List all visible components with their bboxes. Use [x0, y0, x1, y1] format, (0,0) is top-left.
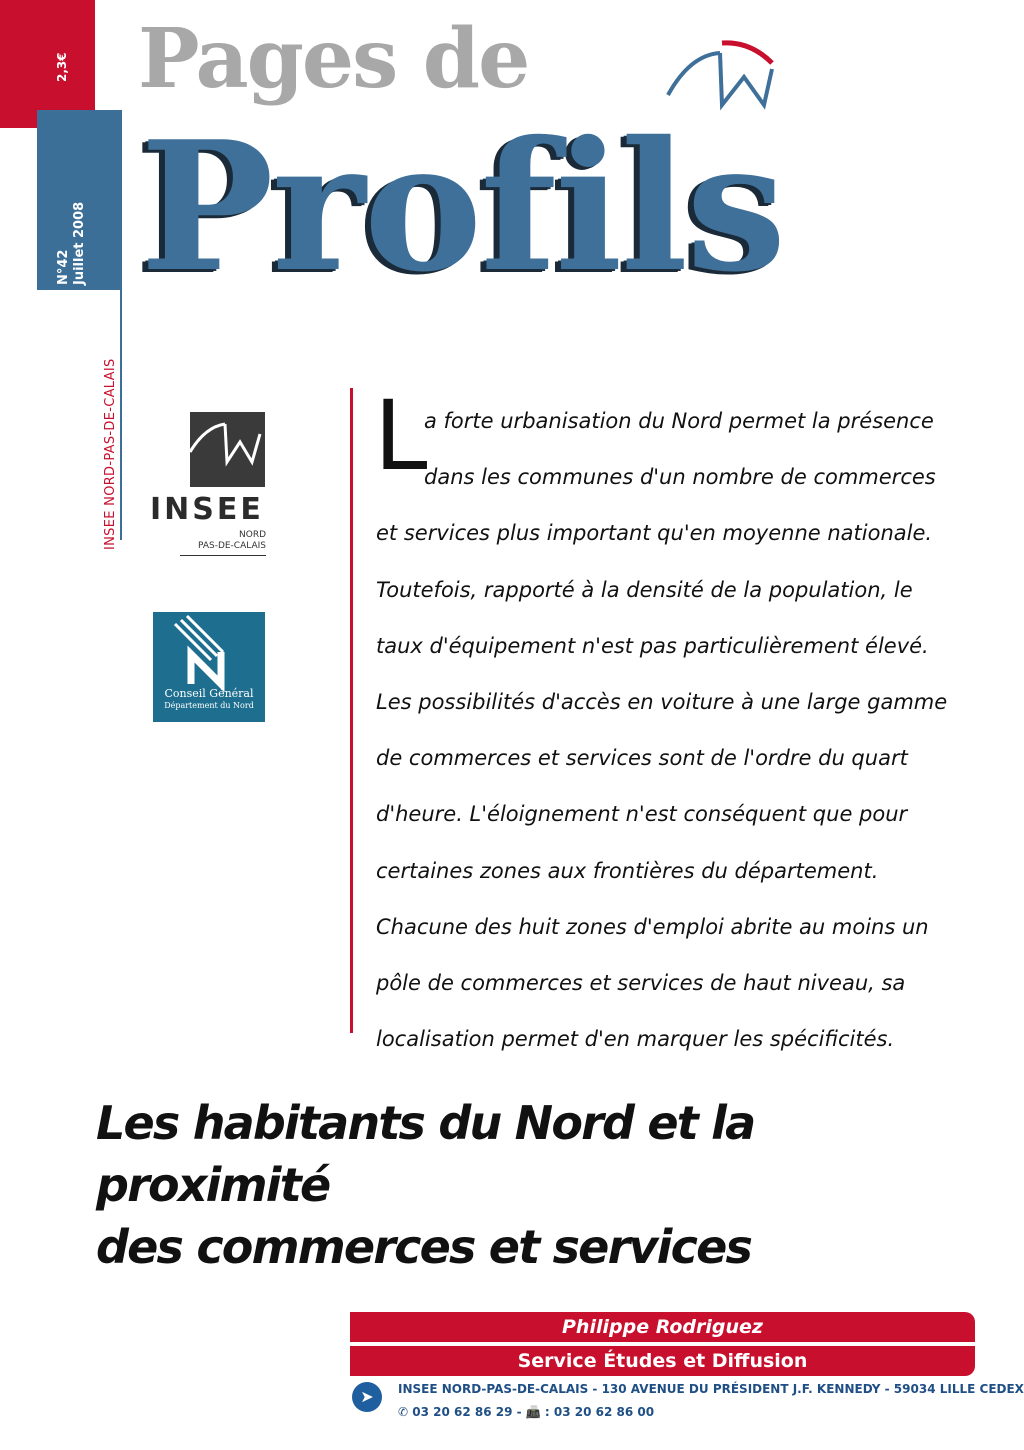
insee-logo-square — [190, 412, 265, 487]
insee-swoosh-icon — [660, 35, 780, 115]
dropcap: L — [374, 380, 428, 492]
intro-line: de commerces et services sont de l'ordre du quart — [376, 746, 908, 771]
conseil-general-label — [153, 688, 265, 712]
intro-line: Toutefois, rapporté à la densité de la population, le — [376, 577, 913, 602]
service-bar: Service Études et Diffusion — [350, 1346, 975, 1376]
issue-date: Juillet 2008 — [72, 201, 87, 285]
intro-line: taux d'équipement n'est pas particulièrement élevé. — [376, 633, 929, 658]
insee-sub-1: NORD — [239, 530, 266, 540]
intro-line: a forte urbanisation du Nord permet la présence — [424, 409, 934, 433]
title-line-2: des commerces et services — [96, 1220, 752, 1274]
intro-line: Chacune des huit zones d'emploi abrite au moins un — [376, 914, 929, 939]
conseil-general-mark-icon — [153, 612, 265, 692]
document-title — [96, 1092, 976, 1278]
insee-mark-icon — [190, 412, 265, 487]
masthead-large: Profils — [140, 102, 785, 311]
cg-line-1: Conseil Général — [164, 687, 254, 700]
address-line: INSEE NORD-PAS-DE-CALAIS - 130 AVENUE DU PRÉSIDENT J.F. KENNEDY - 59034 LILLE CEDEX — [398, 1382, 1024, 1396]
publisher-vertical-label: INSEE NORD-PAS-DE-CALAIS — [103, 358, 118, 550]
insee-wordmark: INSEE — [150, 492, 264, 527]
cg-line-2: Département du Nord — [164, 701, 254, 710]
intro-rule — [350, 388, 353, 1033]
price-label: 2,3€ — [55, 52, 69, 82]
phone-line — [398, 1405, 654, 1419]
phone-numbers: 03 20 62 86 29 - 📠 : 03 20 62 86 00 — [412, 1405, 655, 1419]
intro-line: d'heure. L'éloignement n'est conséquent que pour — [376, 802, 908, 827]
issue-info — [56, 202, 88, 285]
side-rule — [120, 290, 122, 540]
author-bar: Philippe Rodriguez — [350, 1312, 975, 1342]
masthead-small: Pages de — [138, 11, 529, 107]
arrow-right-icon: ➤ — [352, 1382, 382, 1412]
intro-line: certaines zones aux frontières du département. — [376, 858, 879, 883]
intro-line: dans les communes d'un nombre de commerces — [424, 465, 936, 490]
intro-line: pôle de commerces et services de haut niveau, sa — [376, 970, 906, 995]
red-corner-band — [0, 0, 95, 128]
intro-line: Les possibilités d'accès en voiture à une large gamme — [376, 689, 948, 714]
intro-paragraph — [376, 393, 954, 1067]
insee-underline — [180, 555, 266, 556]
insee-sub-2: PAS-DE-CALAIS — [197, 541, 266, 551]
intro-line: et services plus important qu'en moyenne nationale. — [376, 521, 933, 546]
phone-icon: ✆ — [398, 1405, 413, 1419]
intro-line: localisation permet d'en marquer les spécificités. — [376, 1027, 895, 1052]
insee-region — [180, 530, 266, 552]
issue-number: N°42 — [56, 249, 71, 285]
title-line-1: Les habitants du Nord et la proximité — [96, 1096, 755, 1212]
